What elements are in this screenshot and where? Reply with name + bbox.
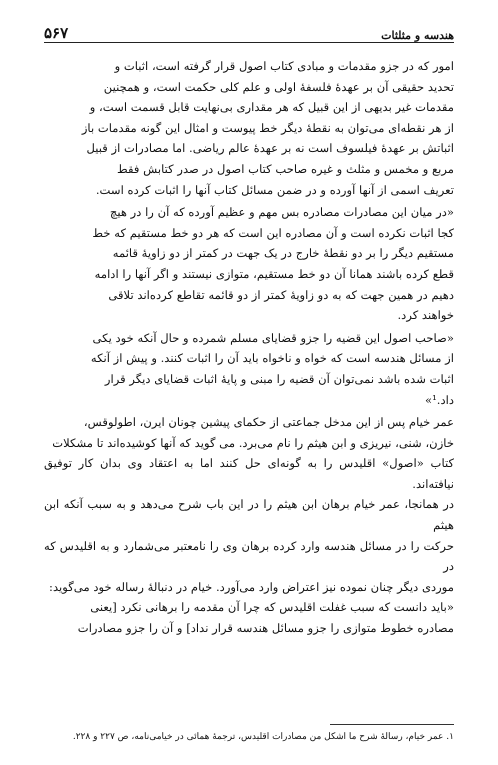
text-line: قطع کرده باشند همانا آن دو خط مستقیم، متوازی نیستند و اگر آنها را ادامه xyxy=(94,266,454,281)
text-line: از مسائل هندسه است که خواه و ناخواه باید آن را اثبات کنند. و پیش از آنکه xyxy=(90,351,454,366)
text-line: «صاحب اصول این قضیه را جزو قضایای مسلم شمرده و حال آنکه خود یکی xyxy=(92,330,454,345)
running-title: هندسه و مثلثات xyxy=(381,29,454,42)
text-line: کجا اثبات نکرده است و آن مصادره این است که هر دو خط مستقیم که خط xyxy=(92,225,454,240)
text-line: «در میان این مصادرات مصادره بس مهم و عظیم آورده که آن را در هیچ xyxy=(109,205,454,220)
text-line: مربع و مخمس و مثلث و غیره صاحب کتاب اصول در صدر کتابش فقط xyxy=(117,161,454,176)
page-header xyxy=(44,20,454,43)
text-line: مقدمات غیر بدیهی از این قبیل که هر مقداری بی‌نهایت قابل قسمت است، و xyxy=(89,100,454,115)
paragraph-2 xyxy=(44,202,454,326)
text-line: در همانجا، عمر خیام برهان ابن هیثم را در این باب شرح می‌دهد و به سبب آنکه ابن هیثم xyxy=(44,497,454,533)
text-line: دهیم در همین جهت که به دو زاویهٔ کمتر از دو قائمه تقاطع کرده‌اند تلاقی xyxy=(108,287,454,302)
footnote-divider xyxy=(330,724,454,725)
text-line: امور که در جزو مقدمات و مبادی کتاب اصول قرار گرفته است، اثبات و xyxy=(114,59,454,73)
text-line: داد.¹» xyxy=(425,392,454,407)
page-number: ۵۶۷ xyxy=(44,24,69,42)
text-line: «باید دانست که سبب غفلت اقلیدس که چرا آن مقدمه را برهانی نکرد [یعنی xyxy=(90,600,454,615)
paragraph-3 xyxy=(44,328,454,410)
body-text xyxy=(44,56,454,641)
text-line: از هر نقطه‌ای می‌توان به نقطهٔ دیگر خط پیوست و امثال این گونه مقدمات باز xyxy=(81,120,454,135)
text-line: کتاب «اصول» اقلیدس را به گونه‌ای حل کنند اما به اعتقاد وی بدان کار توفیق نیافته‌اند. xyxy=(44,456,454,491)
paragraph-1 xyxy=(44,56,454,200)
text-line: حرکت را در مسائل هندسه وارد کرده برهان وی را نامعتبر می‌شمارد و به اقلیدس که در xyxy=(44,538,454,574)
text-line: خازن، شنی، نیریزی و ابن هیثم را نام می‌برد. می گوید که آنها کوشیده‌اند تا مشکلات xyxy=(52,435,454,450)
paragraph-4 xyxy=(44,412,454,639)
text-line: تعریف اسمی از آنها آورده و در ضمن مسائل کتاب آنها را اثبات کرده است. xyxy=(95,182,454,197)
text-line: مصادره خطوط متوازی را جزو مسائل هندسه قرار نداد] و آن را جزو مصادرات xyxy=(77,621,454,636)
text-line: عمر خیام پس از این مدخل جماعتی از حکمای پیشین چونان ایرن، اطولوقس، xyxy=(83,415,454,430)
text-line: اثباتش بر عهدهٔ فیلسوف است نه بر عهدهٔ عالم ریاضی. اما مصادرات از قبیل xyxy=(86,141,454,156)
footnote: ۱. عمر خیام، رسالهٔ شرح ما اشکل من مصادرات اقلیدس، ترجمهٔ همائی در خیامی‌نامه، ص ۲۲۷ و ۲۲۸. xyxy=(72,732,454,742)
text-line: خواهند کرد. xyxy=(397,308,454,323)
text-line: تحدید حقیقی آن بر عهدهٔ فلسفهٔ اولی و علم کلی حکمت است، و همچنین xyxy=(103,79,454,94)
text-line: موردی دیگر چنان نموده نیز اعتراض وارد می‌آورد. خیام در دنبالهٔ رساله خود می‌گوید: xyxy=(49,579,454,594)
text-line: مستقیم دیگر را بر دو نقطهٔ خارج در یک جهت در کمتر از دو زاویهٔ قائمه xyxy=(112,246,454,261)
text-line: اثبات شده باشد نمی‌توان آن قضیه را مبنی و پایهٔ اثبات قضایای دیگر قرار xyxy=(104,371,454,386)
